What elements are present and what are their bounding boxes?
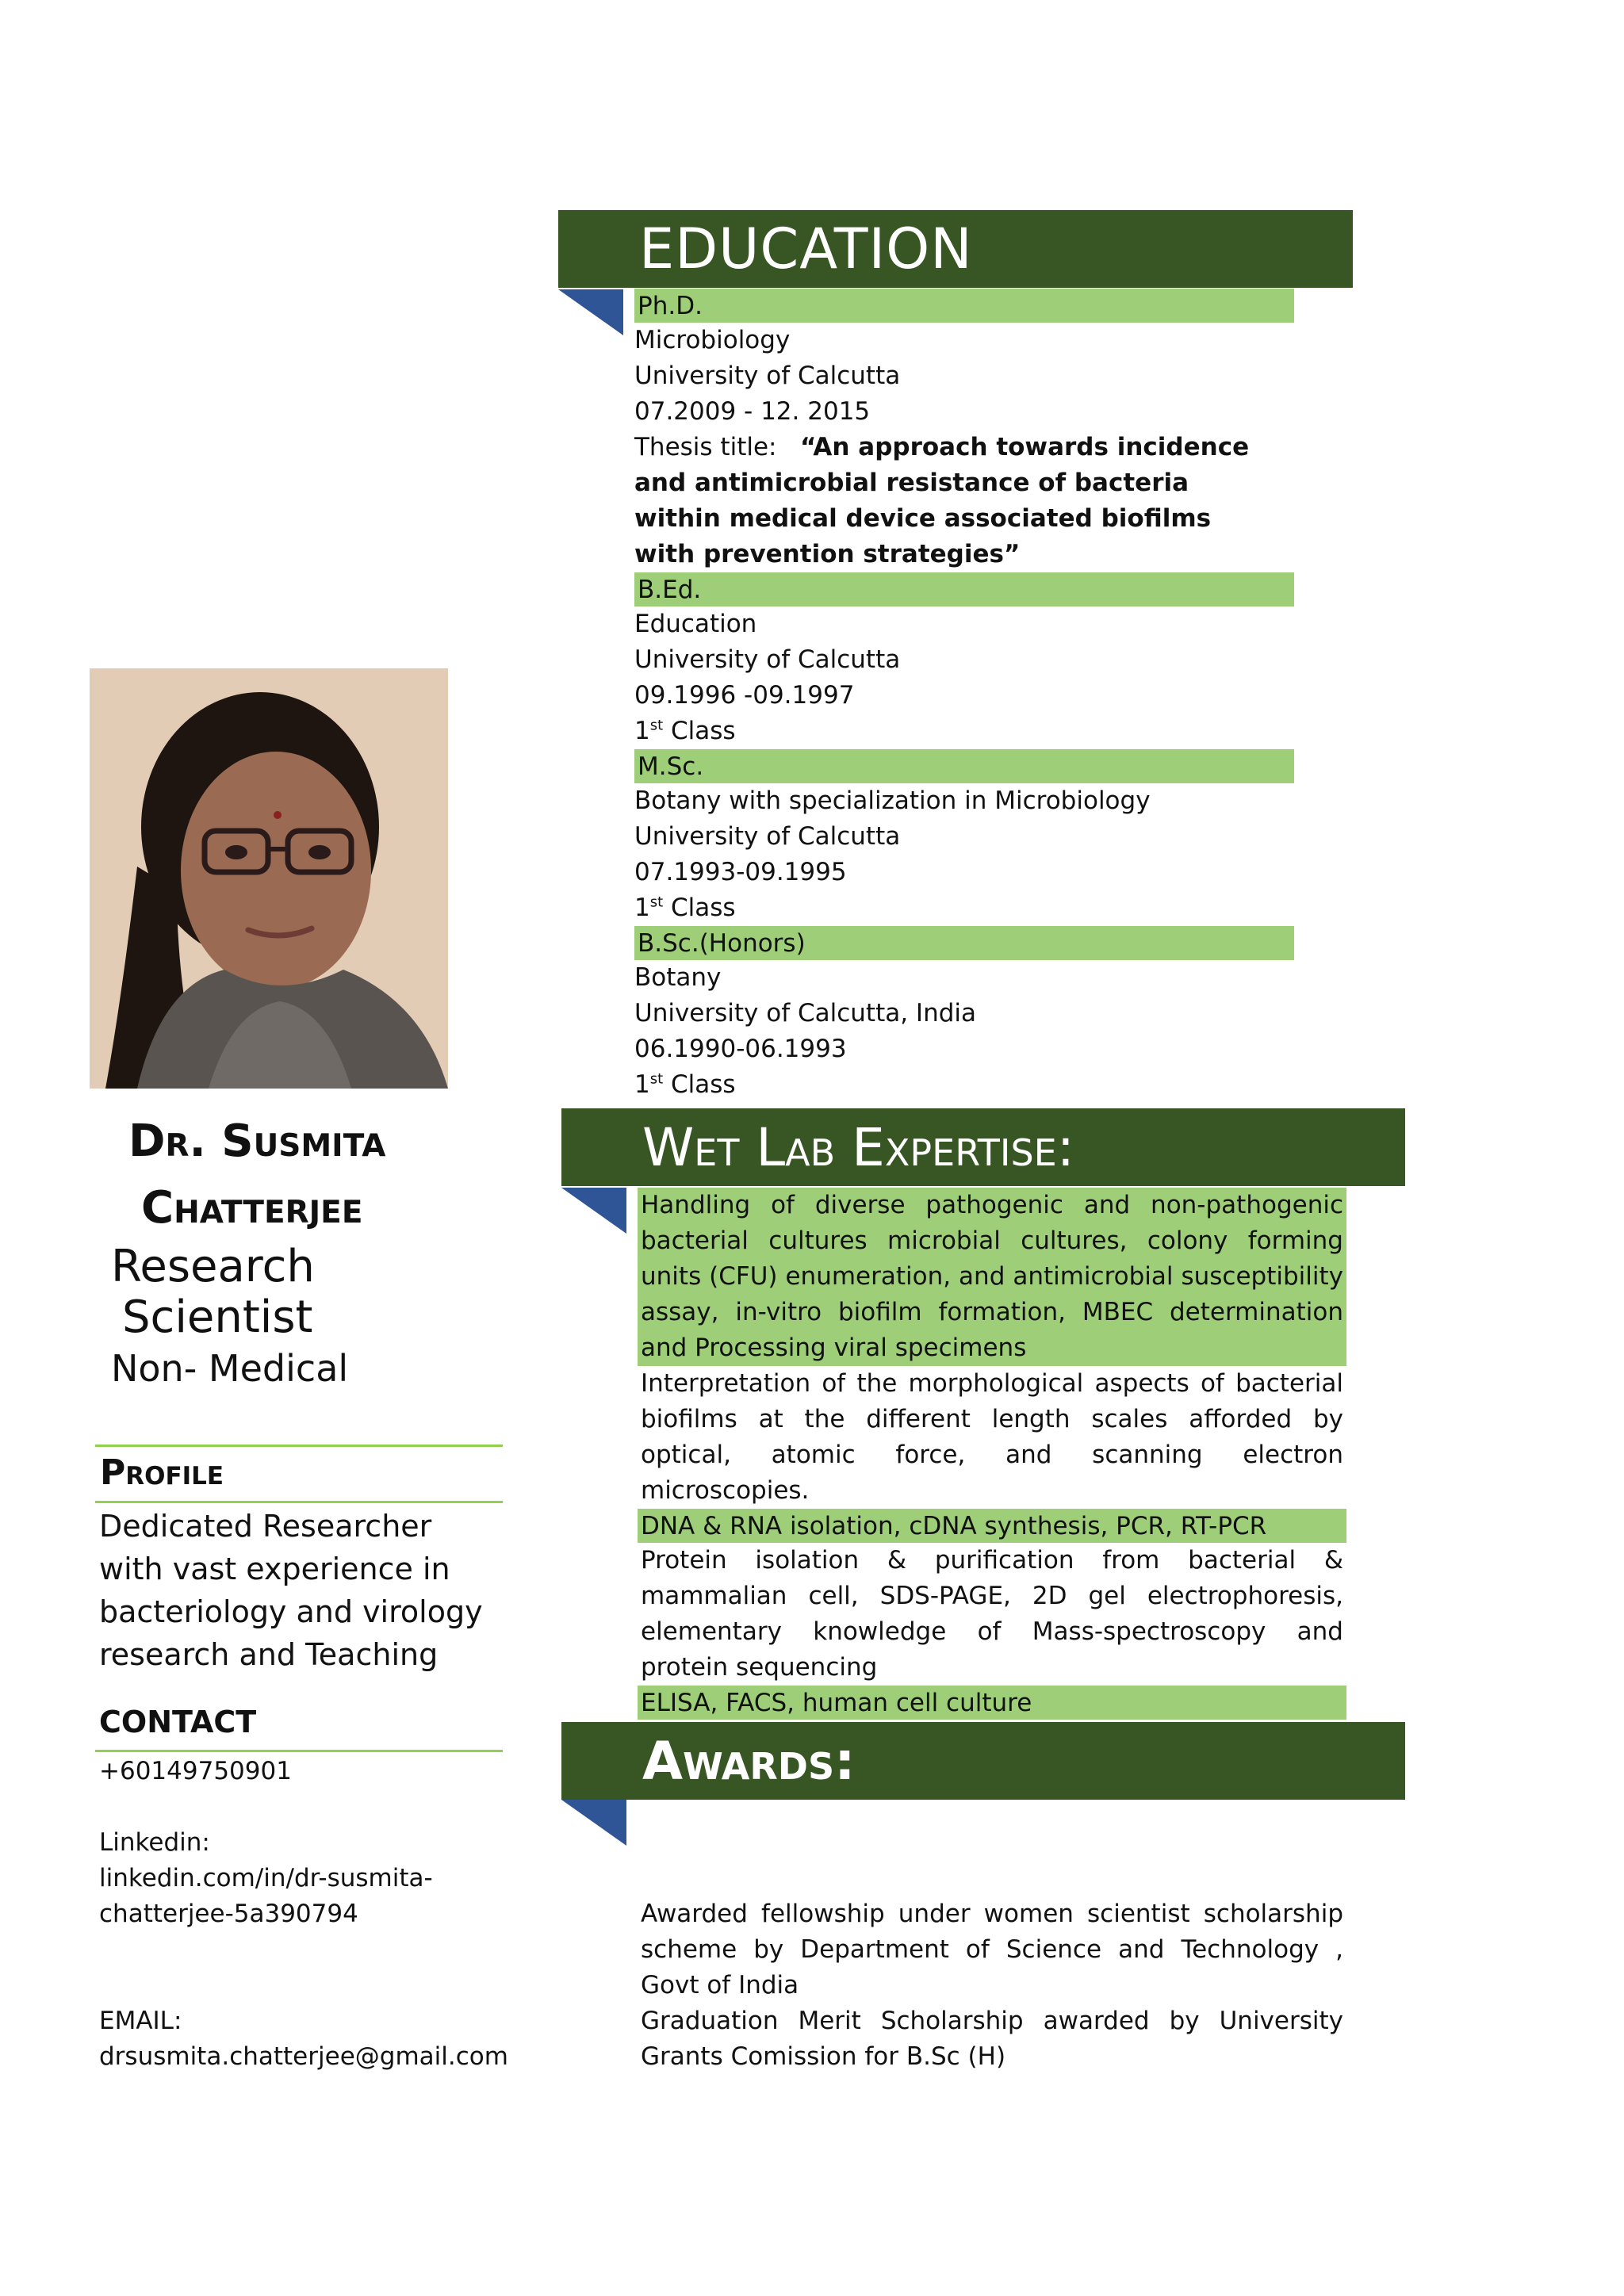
degree-bed: B.Ed. xyxy=(634,572,1294,607)
thesis-title: “An approach towards incidence and antimicrobial resistance of bacteria within medical device associated biofilms with prevention strategies” xyxy=(634,433,1250,568)
thesis-label: Thesis title: xyxy=(634,433,801,461)
phd-thesis xyxy=(634,430,1269,572)
person-role-line3: Non- Medical xyxy=(111,1347,349,1390)
phd-field: Microbiology xyxy=(634,326,791,354)
awards-fold-decoration xyxy=(561,1800,626,1846)
profile-title: Profile xyxy=(100,1452,224,1493)
wetlab-title: Wet Lab Expertise: xyxy=(642,1116,1074,1178)
education-header xyxy=(558,210,1353,288)
contact-phone: +60149750901 xyxy=(99,1757,292,1785)
contact-rule xyxy=(95,1750,503,1752)
msc-field: Botany with specialization in Microbiology xyxy=(634,786,1151,815)
contact-title: CONTACT xyxy=(99,1705,257,1739)
awards-header xyxy=(561,1722,1405,1800)
msc-university: University of Calcutta xyxy=(634,822,901,851)
wetlab-item: DNA & RNA isolation, cDNA synthesis, PCR, RT-PCR xyxy=(638,1509,1346,1543)
person-role-line1: Research xyxy=(111,1241,315,1292)
person-name-line1: Dr. Susmita xyxy=(128,1115,386,1167)
email-address[interactable]: drsusmita.chatterjee@gmail.com xyxy=(99,2042,508,2071)
wetlab-header xyxy=(561,1108,1405,1186)
wetlab-item: Handling of diverse pathogenic and non-pathogenic bacterial cultures microbial cultures, colony forming units (CFU) enumeration, and antimicrobial susceptibility assay, in-vitro biofilm formation, MBEC determination and Processing viral specimens xyxy=(638,1188,1346,1366)
msc-class: 1st Class xyxy=(634,894,736,922)
phd-dates: 07.2009 - 12. 2015 xyxy=(634,397,871,426)
award-item: Graduation Merit Scholarship awarded by University Grants Comission for B.Sc (H) xyxy=(641,2007,1343,2071)
profile-photo xyxy=(90,668,448,1089)
bed-university: University of Calcutta xyxy=(634,645,901,674)
awards-title: Awards: xyxy=(642,1730,856,1792)
bsc-field: Botany xyxy=(634,963,722,992)
email-label: EMAIL: xyxy=(99,2007,182,2035)
bed-class: 1st Class xyxy=(634,717,736,745)
degree-phd: Ph.D. xyxy=(634,289,1294,323)
bsc-class: 1st Class xyxy=(634,1070,736,1099)
phd-university: University of Calcutta xyxy=(634,362,901,390)
person-name-line2: Chatterjee xyxy=(141,1182,363,1234)
degree-bsc: B.Sc.(Honors) xyxy=(634,926,1294,960)
awards-section xyxy=(638,1896,1346,2075)
bed-field: Education xyxy=(634,610,757,638)
bsc-university: University of Calcutta, India xyxy=(634,999,977,1027)
msc-dates: 07.1993-09.1995 xyxy=(634,858,847,886)
education-section xyxy=(634,289,1294,1103)
education-fold-decoration xyxy=(558,289,623,335)
linkedin-url-line1[interactable]: linkedin.com/in/dr-susmita- xyxy=(99,1864,433,1892)
wetlab-item: Interpretation of the morphological aspects of bacterial biofilms at the different length scales afforded by optical, atomic force, and scanning electron microscopies. xyxy=(641,1369,1343,1505)
portrait-illustration xyxy=(90,668,448,1089)
bed-dates: 09.1996 -09.1997 xyxy=(634,681,855,710)
education-title: EDUCATION xyxy=(639,216,973,281)
person-role-line2: Scientist xyxy=(122,1292,313,1343)
wetlab-fold-decoration xyxy=(561,1188,626,1234)
wetlab-item: ELISA, FACS, human cell culture xyxy=(638,1686,1346,1720)
wetlab-section xyxy=(638,1188,1346,1720)
profile-bottom-rule xyxy=(95,1501,503,1503)
bsc-dates: 06.1990-06.1993 xyxy=(634,1035,847,1063)
linkedin-url-line2[interactable]: chatterjee-5a390794 xyxy=(99,1900,358,1928)
wetlab-item: Protein isolation & purification from bacterial & mammalian cell, SDS-PAGE, 2D gel electrophoresis, elementary knowledge of Mass-spectroscopy and protein sequencing xyxy=(641,1546,1343,1682)
profile-top-rule xyxy=(95,1445,503,1447)
degree-msc: M.Sc. xyxy=(634,749,1294,783)
award-item: Awarded fellowship under women scientist scholarship scheme by Department of Science and Technology , Govt of India xyxy=(641,1900,1343,1999)
linkedin-label: Linkedin: xyxy=(99,1828,210,1857)
profile-text: Dedicated Researcher with vast experience in bacteriology and virology research and Teaching xyxy=(99,1509,483,1672)
